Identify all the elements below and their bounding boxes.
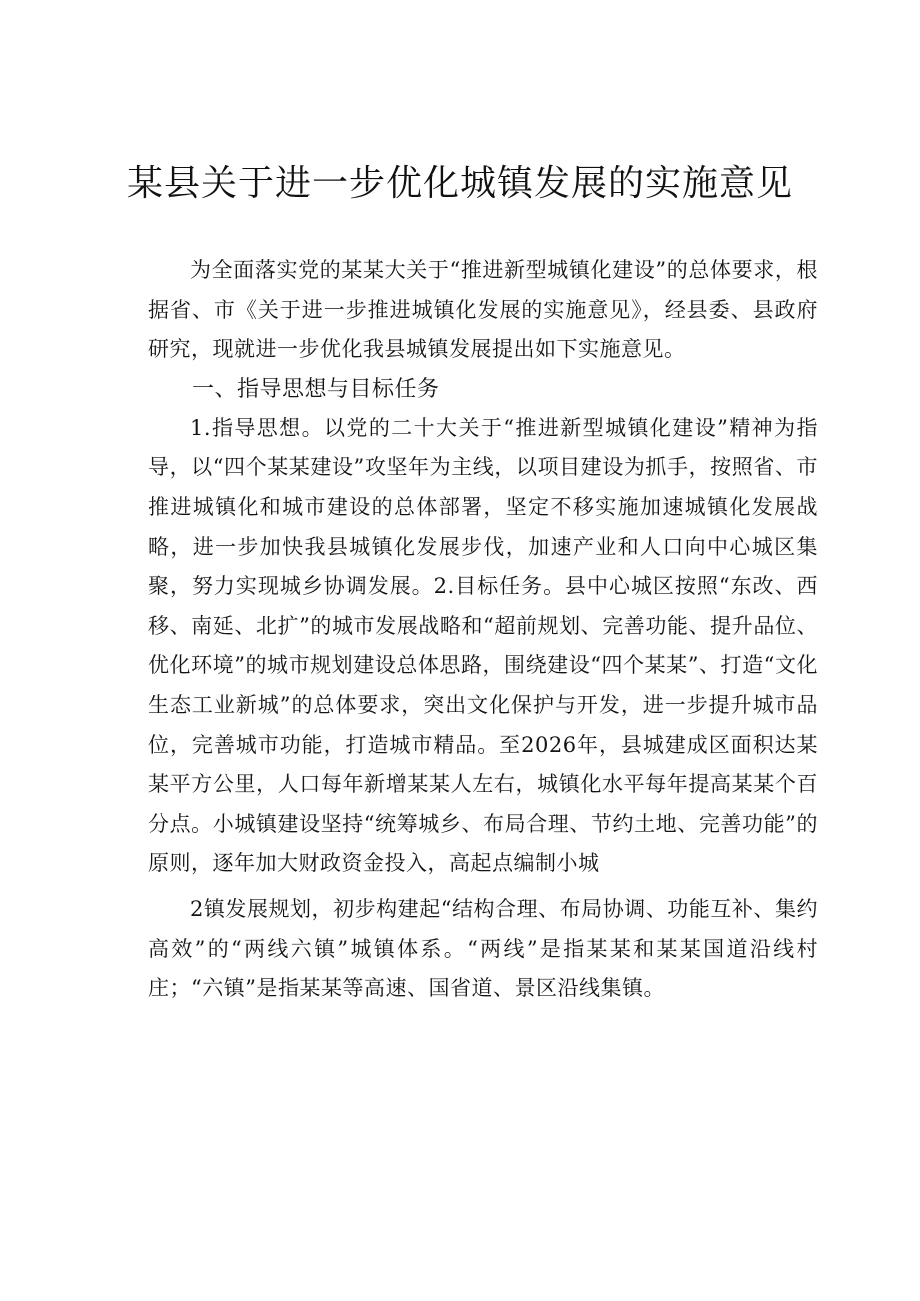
document-title: 某县关于进一步优化城镇发展的实施意见 bbox=[126, 163, 793, 204]
section-heading: 一、指导思想与目标任务 bbox=[192, 376, 440, 402]
town-plan-paragraph: 2镇发展规划，初步构建起“结构合理、布局协调、功能互补、集约高效”的“两线六镇”城镇体系。“两线”是指某某和某某国道沿线村庄；“六镇”是指某某等高速、国省道、景区沿线集镇。 bbox=[148, 896, 818, 1001]
document-body bbox=[148, 251, 818, 1009]
intro-paragraph: 为全面落实党的某某大关于“推进新型城镇化建设”的总体要求，根据省、市《关于进一步推进城镇化发展的实施意见》，经县委、县政府研究，现就进一步优化我县城镇发展提出如下实施意见。 bbox=[148, 258, 818, 362]
guidance-paragraph: 1.指导思想。以党的二十大关于“推进新型城镇化建设”精神为指导，以“四个某某建设”攻坚年为主线，以项目建设为抓手，按照省、市推进城镇化和城市建设的总体部署，坚定不移实施加速城镇化发展战略，进一步加快我县城镇化发展步伐，加速产业和人口向中心城区集聚，努力实现城乡协调发展。2.目标任务。县中心城区按照“东改、西移、南延、北扩”的城市发展战略和“超前规划、完善功能、提升品位、优化环境”的城市规划建设总体思路，围绕建设“四个某某”、打造“文化生态工业新城”的总体要求，突出文化保护与开发，进一步提升城市品位，完善城市功能，打造城市精品。至2026年，县城建成区面积达某某平方公里，人口每年新增某某人左右，城镇化水平每年提高某某个百分点。小城镇建设坚持“统筹城乡、布局合理、节约土地、完善功能”的原则，逐年加大财政资金投入，高起点编制小城 bbox=[148, 415, 818, 876]
